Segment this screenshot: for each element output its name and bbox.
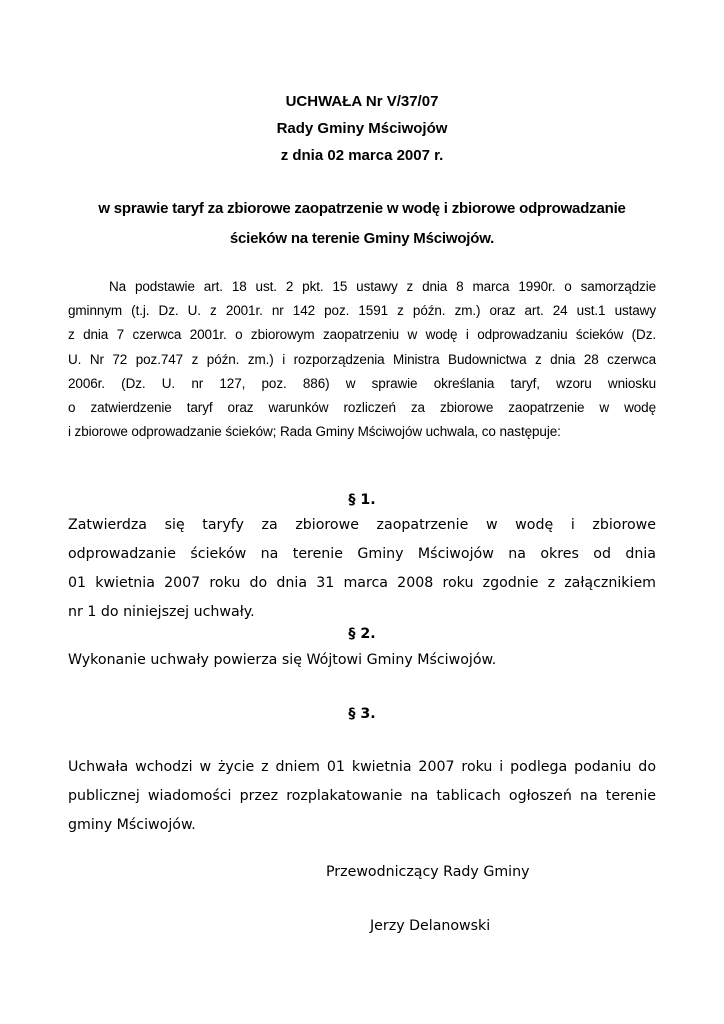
legal-basis-line: i zbiorowe odprowadzanie ścieków; Rada Gminy Mściwojów uchwala, co następuje:	[68, 424, 561, 440]
section-2-line: Wykonanie uchwały powierza się Wójtowi Gminy Mściwojów.	[68, 652, 497, 668]
legal-basis-line: gminnym (t.j. Dz. U. z 2001r. nr 142 poz. 1591 z późn. zm.) oraz art. 24 ust.1 ustawy	[68, 303, 656, 319]
legal-basis-line: U. Nr 72 poz.747 z późn. zm.) i rozporządzenia Ministra Budownictwa z dnia 28 czerwca	[68, 351, 656, 367]
section-3-text	[68, 753, 656, 840]
section-1-heading: § 1.	[348, 492, 376, 508]
resolution-date: z dnia 02 marca 2007 r.	[280, 147, 444, 164]
resolution-subject	[60, 194, 664, 254]
signatory-role: Przewodniczący Rady Gminy	[326, 864, 530, 880]
section-3-line: publicznej wiadomości przez rozplakatowanie na tablicach ogłoszeń na terenie	[68, 788, 656, 804]
section-3-line: gminy Mściwojów.	[68, 817, 196, 833]
council-name: Rady Gminy Mściwojów	[276, 120, 448, 137]
legal-basis-line: z dnia 7 czerwca 2001r. o zbiorowym zaopatrzeniu w wodę i odprowadzaniu ścieków (Dz.	[68, 327, 656, 343]
section-3-heading: § 3.	[348, 706, 376, 722]
subject-line: w sprawie taryf za zbiorowe zaopatrzenie w wodę i zbiorowe odprowadzanie	[98, 200, 626, 217]
legal-basis-line: o zatwierdzenie taryf oraz warunków rozliczeń za zbiorowe zaopatrzenie w wodę	[68, 399, 656, 415]
section-1-line: odprowadzanie ścieków na terenie Gminy Mściwojów na okres od dnia	[68, 546, 656, 562]
legal-basis-line: Na podstawie art. 18 ust. 2 pkt. 15 ustawy z dnia 8 marca 1990r. o samorządzie	[109, 279, 656, 294]
section-1-line: Zatwierdza się taryfy za zbiorowe zaopatrzenie w wodę i zbiorowe	[68, 517, 656, 533]
section-3-line: Uchwała wchodzi w życie z dniem 01 kwietnia 2007 roku i podlega podaniu do	[68, 759, 656, 775]
legal-basis-line: 2006r. (Dz. U. nr 127, poz. 886) w sprawie określania taryf, wzoru wniosku	[68, 375, 656, 391]
section-2-text	[68, 646, 656, 675]
section-2-heading: § 2.	[348, 626, 376, 642]
subject-line: ścieków na terenie Gminy Mściwojów.	[229, 230, 495, 247]
section-1-line: 01 kwietnia 2007 roku do dnia 31 marca 2008 roku zgodnie z załącznikiem	[68, 575, 656, 591]
signatory-name: Jerzy Delanowski	[370, 918, 491, 934]
section-1-text	[68, 511, 656, 627]
resolution-title: UCHWAŁA Nr V/37/07	[285, 93, 439, 110]
legal-basis-paragraph	[68, 275, 656, 444]
section-1-line: nr 1 do niniejszej uchwały.	[68, 604, 255, 620]
